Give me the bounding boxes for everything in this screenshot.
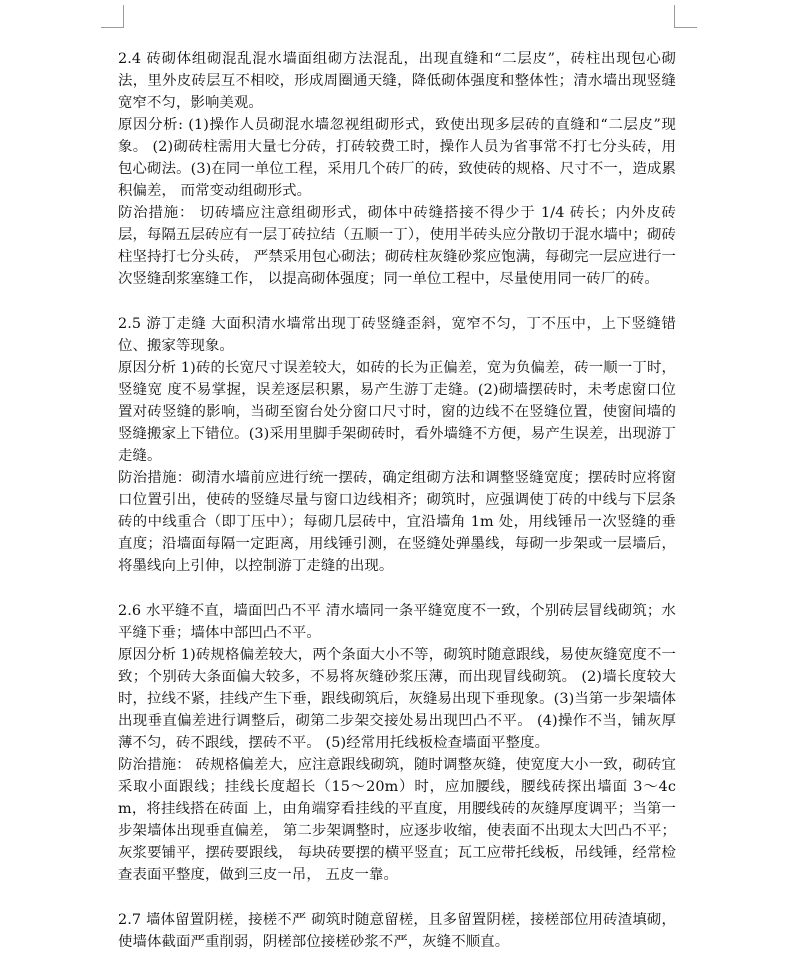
section-2-5: [118, 313, 676, 577]
cause-analysis-paragraph: 原因分析 1)砖的长宽尺寸误差较大，如砖的长为正偏差，宽为负偏差，砖一顺一丁时，竖缝宽 度不易掌握，误差逐层积累，易产生游丁走缝。(2)砌墙摆砖时，未考虑窗口位置对砖竖缝的影响，当砌至窗台处分窗口尺寸时，窗的边线不在竖缝位置，使窗间墙的竖缝搬家上下错位。(3)采用里脚手架砌砖时，看外墙缝不方便，易产生误差，出现游丁走缝。: [118, 360, 676, 464]
prevention-measures-paragraph: 防治措施：砌清水墙前应进行统一摆砖，确定组砌方法和调整竖缝宽度；摆砖时应将窗口位置引出，使砖的竖缝尽量与窗口边线相齐；砌筑时，应强调使丁砖的中线与下层条砖的中线重合（即丁压中）；每砌几层砖中，宜沿墙角 1m 处，用线锤吊一次竖缝的垂直度；沿墙面每隔一定距离，用线锤引测，在竖缝处弹墨线，每砌一步架或一层墙后，将墨线向上引伸，以控制游丁走缝的出现。: [118, 470, 676, 574]
section-2-4: [118, 48, 676, 290]
cause-analysis-paragraph: 原因分析 1)砖规格偏差较大，两个条面大小不等，砌筑时随意跟线，易使灰缝宽度不一致；个别砖大条面偏大较多，不易将灰缝砂浆压薄，而出现冒线砌筑。 (2)墙长度较大时，拉线不紧，挂线产生下垂，跟线砌筑后，灰缝易出现下垂现象。(3)当第一步架墙体出现垂直偏差进行调整后，砌第二步架交接处易出现凹凸不平。 (4)操作不当，铺灰厚薄不匀，砖不跟线，摆砖不平。 (5)经常用托线板检查墙面平整度。: [118, 647, 676, 751]
prevention-measures-paragraph: 防治措施： 切砖墙应注意组砌形式，砌体中砖缝搭接不得少于 1/4 砖长；内外皮砖层，每隔五层砖应有一层丁砖拉结（五顺一丁），使用半砖头应分散切于混水墙中；砌砖柱坚持打七分头砖， 严禁采用包心砌法；砌砖柱灰缝砂浆应饱满，每砌完一层应进行一次竖缝刮浆塞缝工作， 以提高砌体强度；同一单位工程中，尽量使用同一砖厂的砖。: [118, 205, 676, 287]
document-body: [118, 48, 676, 976]
section-heading-paragraph: 2.6 水平缝不直，墙面凹凸不平 清水墙同一条平缝宽度不一致，个别砖层冒线砌筑；水平缝下垂；墙体中部凹凸不平。: [118, 603, 676, 641]
section-2-7: [118, 909, 676, 953]
section-heading-paragraph: 2.4 砖砌体组砌混乱混水墙面组砌方法混乱，出现直缝和“二层皮”，砖柱出现包心砌法，里外皮砖层互不相咬，形成周圈通天缝，降低砌体强度和整体性；清水墙出现竖缝宽窄不匀，影响美观。: [118, 51, 676, 111]
cause-analysis-paragraph: 原因分析: (1)操作人员砌混水墙忽视组砌形式，致使出现多层砖的直缝和“二层皮”现象。 (2)砌砖柱需用大量七分砖，打砖较费工时，操作人员为省事常不打七分头砖，用包心砌法。(3)在同一单位工程，采用几个砖厂的砖，致使砖的规格、尺寸不一，造成累积偏差， 而常变动组砌形式。: [118, 117, 676, 199]
section-heading-paragraph: 2.7 墙体留置阴槎，接槎不严 砌筑时随意留槎，且多留置阴槎，接槎部位用砖渣填砌，使墙体截面严重削弱，阴槎部位接槎砂浆不严，灰缝不顺直。: [118, 912, 676, 950]
prevention-measures-paragraph: 防治措施： 砖规格偏差大，应注意跟线砌筑，随时调整灰缝，使宽度大小一致，砌砖宜采取小面跟线；挂线长度超长（15～20m）时，应加腰线，腰线砖探出墙面 3～4cm，将挂线搭在砖面 上，由角端穿看挂线的平直度，用腰线砖的灰缝厚度调平；当第一步架墙体出现垂直偏差， 第二步架调整时，应逐步收缩，使表面不出现太大凹凸不平；灰浆要铺平，摆砖要跟线， 每块砖要摆的横平竖直；瓦工应带托线板，吊线锤，经常检查表面平整度，做到三皮一吊， 五皮一靠。: [118, 757, 676, 883]
top-left-margin-mark: [101, 5, 124, 28]
section-heading-paragraph: 2.5 游丁走缝 大面积清水墙常出现丁砖竖缝歪斜，宽窄不匀，丁不压中，上下竖缝错位、搬家等现象。: [118, 316, 676, 354]
top-right-margin-mark: [674, 5, 697, 28]
section-2-6: [118, 600, 676, 886]
